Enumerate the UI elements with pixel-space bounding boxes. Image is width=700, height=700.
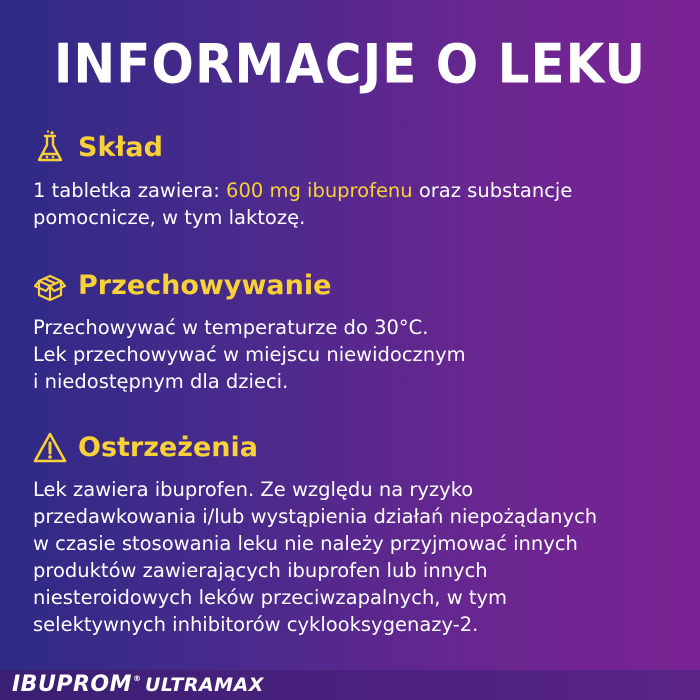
brand-logo	[12, 672, 264, 697]
brand-variant: ULTRAMAX	[144, 674, 264, 696]
section-warnings-text	[33, 476, 683, 638]
text-line: przedawkowania i/lub wystąpienia działań niepożądanych	[33, 505, 598, 528]
text-line: selektywnych inhibitorów cyklooksygenazy-2.	[33, 613, 479, 636]
text-line: Lek przechowywać w miejscu niewidocznym	[33, 343, 466, 366]
brand-footer	[0, 670, 700, 700]
registered-mark: ®	[132, 674, 141, 683]
text-line: w czasie stosowania leku nie należy przyjmować innych	[33, 532, 578, 555]
text-line: niesteroidowych leków przeciwzapalnych, w tym	[33, 586, 508, 609]
section-warnings-header	[32, 430, 258, 466]
page-title: INFORMACJE O LEKU	[53, 32, 647, 96]
text-line: 1 tabletka zawiera: 600 mg ibuprofenu oraz substancje	[33, 179, 573, 202]
text-line: i niedostępnym dla dzieci.	[33, 370, 289, 393]
brand-name: IBUPROM	[12, 672, 132, 697]
flask-icon	[32, 130, 68, 166]
section-composition-header	[32, 130, 163, 166]
section-heading: Przechowywanie	[78, 270, 332, 301]
section-heading: Skład	[78, 132, 163, 163]
dosage-highlight: 600 mg ibuprofenu	[226, 179, 413, 202]
text-line: Lek zawiera ibuprofen. Ze względu na ryzyko	[33, 478, 474, 501]
section-storage-text	[33, 314, 683, 395]
text-line: pomocnicze, w tym laktozę.	[33, 206, 306, 229]
section-storage-header	[32, 268, 331, 304]
section-composition-text	[33, 177, 683, 231]
text-line: Przechowywać w temperaturze do 30°C.	[33, 316, 429, 339]
section-heading: Ostrzeżenia	[78, 432, 258, 463]
warning-icon	[32, 430, 68, 466]
text-line: produktów zawierających ibuprofen lub innych	[33, 559, 488, 582]
box-icon	[32, 268, 68, 304]
